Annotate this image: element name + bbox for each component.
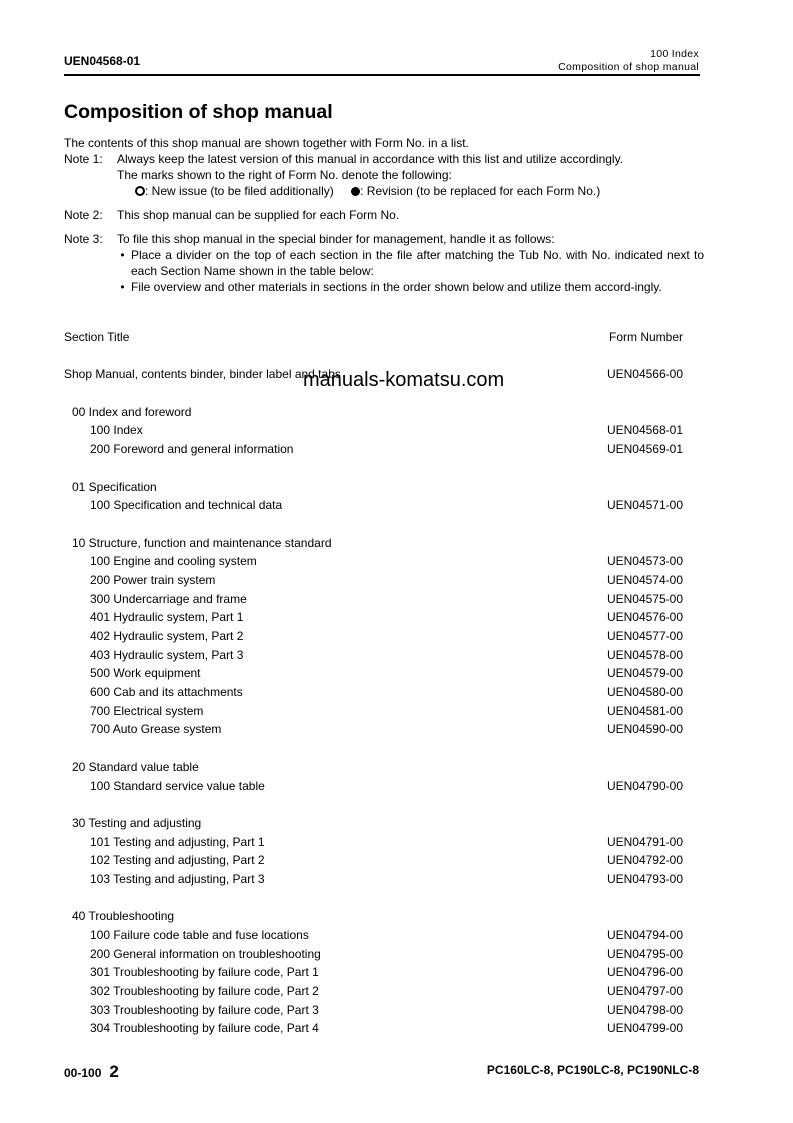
table-row (64, 627, 684, 646)
note-2 (64, 207, 704, 223)
running-header (558, 48, 699, 74)
form-number: UEN04795-00 (606, 946, 683, 961)
section-title: 200 General information on troubleshooting (90, 946, 321, 961)
form-number: UEN04581-00 (606, 703, 683, 718)
mark-rev-label: : Revision (to be replaced for each Form No.) (360, 184, 601, 198)
table-row (64, 403, 684, 422)
form-number: UEN04790-00 (606, 778, 683, 793)
column-header-form: Form Number (608, 330, 683, 344)
form-number: UEN04568-01 (606, 423, 683, 438)
new-issue-ring-icon (135, 186, 145, 196)
section-title: 40 Troubleshooting (72, 909, 175, 924)
form-number: UEN04575-00 (606, 591, 683, 606)
note-3 (64, 231, 704, 295)
table-row (64, 1001, 684, 1020)
table-row (64, 1019, 684, 1038)
note-text: Always keep the latest version of this manual in accordance with this list and utilize accordingly. (117, 152, 624, 166)
form-number: UEN04792-00 (606, 853, 683, 868)
table-row (64, 702, 684, 721)
spacer-row (64, 347, 684, 366)
section-title: 200 Foreword and general information (90, 442, 294, 457)
section-title: Shop Manual, contents binder, binder label and tabs (64, 367, 341, 382)
spacer-row (64, 795, 684, 814)
table-row (64, 421, 684, 440)
bullet-text: File overview and other materials in sections in the order shown below and utilize them accord-ingly. (131, 280, 662, 294)
table-row (64, 851, 684, 870)
table-row (64, 478, 684, 497)
form-number: UEN04576-00 (606, 610, 683, 625)
form-number: UEN04577-00 (606, 629, 683, 643)
form-number-table (64, 328, 684, 1038)
form-number: UEN04797-00 (606, 984, 683, 999)
form-number: UEN04571-00 (606, 498, 683, 513)
section-title: 101 Testing and adjusting, Part 1 (90, 834, 265, 849)
form-number: UEN04578-00 (606, 647, 683, 662)
form-number: UEN04798-00 (606, 1002, 683, 1017)
mark-new-label: : New issue (to be filed additionally) (145, 184, 334, 198)
bullet-item: • Place a divider on the top of each section in the file after matching the Tub No. with No. indicated next to each Section Name shown in the table below: (117, 248, 704, 278)
section-title: 301 Troubleshooting by failure code, Part 1 (90, 965, 319, 980)
table-row (64, 534, 684, 553)
footer-code: 00-100 (64, 1066, 102, 1080)
column-header-title: Section Title (64, 330, 130, 344)
section-title: 10 Structure, function and maintenance standard (72, 535, 332, 550)
form-number: UEN04579-00 (606, 666, 683, 681)
table-row (64, 833, 684, 852)
section-title: 302 Troubleshooting by failure code, Part 2 (90, 984, 319, 999)
table-row (64, 440, 684, 459)
form-number: UEN04573-00 (606, 554, 683, 569)
bullet-item: • File overview and other materials in sections in the order shown below and utilize them accord-ingly. (117, 280, 662, 294)
section-title: 700 Electrical system (90, 703, 204, 718)
section-title: 103 Testing and adjusting, Part 3 (90, 871, 265, 886)
table-row (64, 926, 684, 945)
table-row (64, 590, 684, 609)
form-number: UEN04799-00 (606, 1021, 683, 1036)
table-row (64, 571, 684, 590)
section-title: 100 Index (90, 423, 143, 438)
header-rule (64, 74, 700, 76)
section-title: 01 Specification (72, 479, 157, 494)
section-title: 100 Standard service value table (90, 778, 265, 793)
table-row (64, 814, 684, 833)
intro-block (64, 135, 704, 295)
table-row (64, 870, 684, 889)
section-title: 401 Hydraulic system, Part 1 (90, 610, 244, 625)
table-row (64, 907, 684, 926)
form-number: UEN04569-01 (606, 442, 683, 457)
note-text: This shop manual can be supplied for each Form No. (117, 208, 400, 222)
section-title: 20 Standard value table (72, 759, 199, 774)
note-label: Note 2: (64, 208, 103, 222)
table-row (64, 982, 684, 1001)
revision-dot-icon (351, 187, 360, 196)
section-title: 600 Cab and its attachments (90, 685, 243, 700)
header-section: 100 Index (650, 48, 699, 60)
header-subtitle: Composition of shop manual (558, 61, 699, 73)
intro-text: The contents of this shop manual are shown together with Form No. in a list. (64, 136, 469, 150)
table-row (64, 777, 684, 796)
section-title: 00 Index and foreword (72, 404, 192, 419)
table-row (64, 758, 684, 777)
spacer-row (64, 459, 684, 478)
table-row (64, 496, 684, 515)
section-title: 403 Hydraulic system, Part 3 (90, 647, 244, 662)
form-number: UEN04574-00 (606, 572, 683, 587)
watermark: manuals-komatsu.com (303, 369, 505, 391)
table-row (64, 552, 684, 571)
form-number: UEN04794-00 (606, 928, 683, 942)
spacer-row (64, 515, 684, 534)
section-title: 300 Undercarriage and frame (90, 591, 247, 606)
footer-models: PC160LC-8, PC190LC-8, PC190NLC-8 (486, 1063, 699, 1077)
section-title: 200 Power train system (90, 572, 216, 587)
section-title: 100 Engine and cooling system (90, 554, 257, 569)
page-number: 2 (109, 1062, 119, 1081)
doc-id: UEN04568-01 (64, 54, 141, 68)
note-1 (64, 151, 704, 199)
section-title: 100 Failure code table and fuse locations (90, 928, 309, 942)
section-title: 700 Auto Grease system (90, 722, 222, 737)
section-title: 304 Troubleshooting by failure code, Part 4 (90, 1021, 319, 1036)
form-number: UEN04580-00 (606, 685, 683, 700)
form-number: UEN04796-00 (606, 965, 683, 980)
table-row (64, 683, 684, 702)
footer-left (64, 1062, 119, 1082)
table-row (64, 720, 684, 739)
table-row (64, 963, 684, 982)
form-number: UEN04566-00 (606, 367, 683, 382)
section-title: 402 Hydraulic system, Part 2 (90, 629, 244, 643)
form-number: UEN04791-00 (606, 834, 683, 849)
table-row (64, 646, 684, 665)
spacer-row (64, 889, 684, 908)
note-text: The marks shown to the right of Form No. denote the following: (117, 168, 452, 182)
spacer-row (64, 739, 684, 758)
table-row (64, 608, 684, 627)
form-number: UEN04793-00 (606, 871, 683, 886)
section-title: 500 Work equipment (90, 666, 201, 681)
section-title: 102 Testing and adjusting, Part 2 (90, 853, 265, 868)
section-title: 303 Troubleshooting by failure code, Part 3 (90, 1002, 319, 1017)
bullet-text: Place a divider on the top of each section in the file after matching the Tub No. with No. indicated next to each Section Name shown in the table below: (131, 248, 704, 278)
table-row (64, 664, 684, 683)
section-title: 100 Specification and technical data (90, 498, 283, 513)
page-title: Composition of shop manual (64, 101, 333, 123)
section-title: 30 Testing and adjusting (72, 815, 202, 830)
table-row (64, 945, 684, 964)
note-text: To file this shop manual in the special binder for management, handle it as follows: (117, 232, 555, 246)
form-number: UEN04590-00 (606, 722, 683, 737)
note-label: Note 3: (64, 232, 103, 246)
marks-legend (117, 183, 704, 199)
table-header (64, 328, 684, 347)
note-label: Note 1: (64, 152, 103, 166)
